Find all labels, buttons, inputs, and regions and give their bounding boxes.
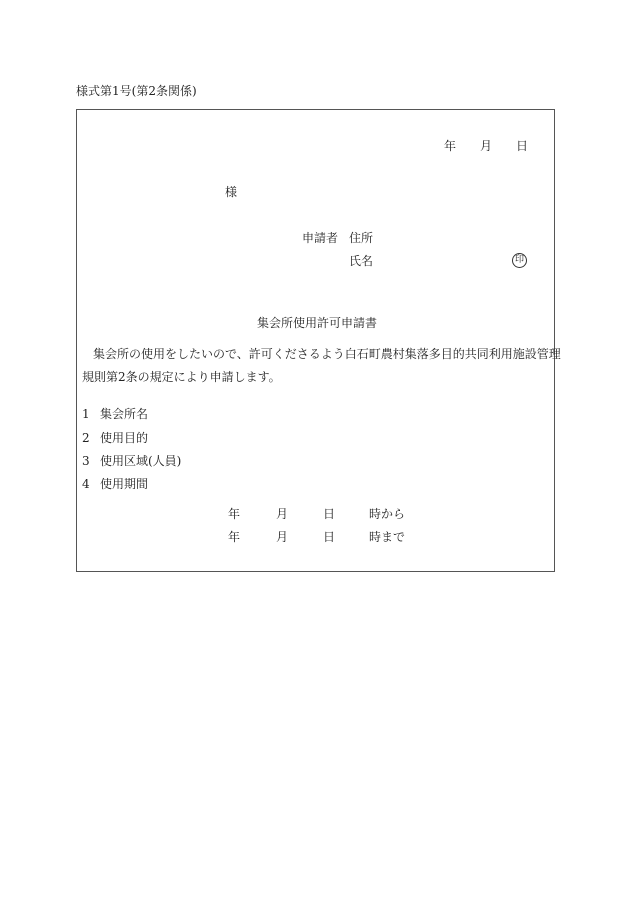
addressee-suffix: 様 [225, 185, 238, 199]
item-label-3: 使用区域(人員) [100, 454, 182, 468]
period-from-day: 日 [323, 507, 336, 521]
period-to-year: 年 [228, 530, 241, 544]
applicant-role-label: 申請者 [302, 231, 339, 245]
item-number-1: 1 [82, 407, 90, 421]
period-to-month: 月 [276, 530, 289, 544]
form-number: 様式第1号(第2条関係) [76, 84, 197, 98]
date-month-label: 月 [480, 139, 493, 153]
seal-mark: 印 [512, 253, 527, 268]
item-label-2: 使用目的 [100, 431, 149, 445]
applicant-name-label: 氏名 [349, 254, 374, 268]
applicant-address-label: 住所 [349, 231, 374, 245]
period-from-time: 時から [369, 507, 406, 521]
form-frame [76, 109, 555, 572]
body-text-line-1: 集会所の使用をしたいので、許可くださるよう白石町農村集落多目的共同利用施設管理 [93, 347, 561, 361]
item-number-2: 2 [82, 431, 90, 445]
item-label-1: 集会所名 [100, 407, 149, 421]
item-label-4: 使用期間 [100, 477, 149, 491]
item-number-3: 3 [82, 454, 90, 468]
period-from-month: 月 [276, 507, 289, 521]
period-from-year: 年 [228, 507, 241, 521]
date-year-label: 年 [444, 139, 457, 153]
document-title: 集会所使用許可申請書 [257, 316, 378, 330]
period-to-day: 日 [323, 530, 336, 544]
period-to-time: 時まで [369, 530, 406, 544]
body-text-line-2: 規則第2条の規定により申請します。 [82, 370, 281, 384]
date-day-label: 日 [516, 139, 529, 153]
item-number-4: 4 [82, 477, 90, 491]
